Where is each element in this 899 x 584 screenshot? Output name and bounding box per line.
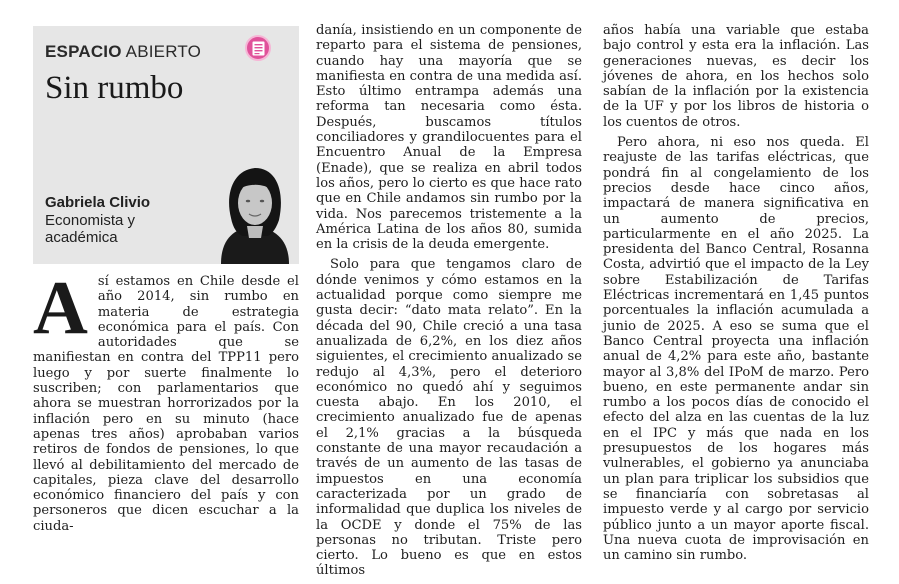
section-label-bold: ESPACIO: [45, 42, 122, 61]
paragraph: [33, 266, 299, 534]
author-role: Economista y académica: [45, 212, 136, 246]
article-column-3: [603, 23, 869, 568]
section-label-rest: ABIERTO: [125, 42, 202, 61]
paragraph: años había una variable que estaba bajo control y esta era la inflación. Las generaciones nuevas, es decir los jóvenes de ahora, en los hechos solo sabían de la inflación por la existencia de la UF y por los libros de historia o los cuentos de otros.: [603, 23, 869, 130]
column-header-box: [33, 26, 299, 264]
article-title: Sin rumbo: [45, 70, 184, 106]
document-icon: [245, 35, 271, 61]
paragraph-text: sí estamos en Chile desde el año 2014, sin rumbo en materia de estrategia económica para el país. Con autoridades que se manifiestan en contra del TPP11 pero luego y por suerte finalmente lo suscriben; con parlamentarios que ahora se muestran horrorizados por la inflación pero en su minuto (hace apenas tres años) aprobaban varios retiros de fondos de pensiones, lo que llevó al debilitamiento del mercado de capitales, pieza clave del desarrollo económico financiero del país y con personeros que dicen escuchar a la ciuda-: [33, 274, 299, 534]
drop-cap: A: [33, 266, 88, 350]
paragraph: Pero ahora, ni eso nos queda. El reajuste de las tarifas eléctricas, que pondrá fin al congelamiento de los precios desde hace cinco años, impactará de manera significativa en un aumento de precios, particularmente en el año 2025. La presidenta del Banco Central, Rosanna Costa, advirtió que el impacto de la Ley sobre Estabilización de Tarifas Eléctricas incrementará en 1,45 puntos porcentuales la inflación acumulada a junio de 2025. A eso se suma que el Banco Central proyecta una inflación anual de 4,2% para este año, bastante mayor al 3,8% del IPoM de marzo. Pero bueno, en este permanente andar sin rumbo a los pocos días de conocido el efecto del alza en las cuentas de la luz en el IPC y más que nada en los presupuestos de los hogares más vulnerables, el gobierno ya anunciaba un plan para triplicar los subsidios que se financiaría con sobretasas al impuesto verde y al cargo por servicio público junto a un mayor aporte fiscal. Una nueva cuota de improvisación en un camino sin rumbo.: [603, 135, 869, 564]
author-name: Gabriela Clivio: [45, 194, 151, 211]
article-column-1: [33, 266, 299, 539]
paragraph: Solo para que tengamos claro de dónde venimos y cómo estamos en la actualidad porque como siempre me gusta decir: “dato mata relato”. En la década del 90, Chile creció a una tasa anualizada de 6,2%, en los diez años siguientes, el crecimiento anualizado se redujo al 4,3%, pero el deterioro económico no quedó ahí y seguimos cuesta abajo. En los 2010, el crecimiento anualizado fue de apenas el 2,1% gracias a la búsqueda constante de una mayor recaudación a través de un aumento de las tasas de impuestos en una economía caracterizada por un grado de informalidad que duplica los niveles de la OCDE y donde el 75% de las personas no tributan. Triste pero cierto. Lo bueno es que en estos últimos: [316, 257, 582, 579]
author-photo: [209, 146, 299, 264]
article-column-2: [316, 23, 582, 584]
paragraph: danía, insistiendo en un componente de reparto para el sistema de pensiones, cuando hay una mayoría que se manifiesta en contra de una medida así. Esto último entrampa además una reforma tan necesaria como ésta. Después, buscamos títulos conciliadores y grandilocuentes para el Encuentro Anual de la Empresa (Enade), que se realiza en abril todos los años, pero lo cierto es que hace rato que en Chile andamos sin rumbo por la vida. Nos parecemos tristemente a la América Latina de los años 80, sumida en la crisis de la deuda emergente.: [316, 23, 582, 253]
section-label: [45, 42, 201, 62]
